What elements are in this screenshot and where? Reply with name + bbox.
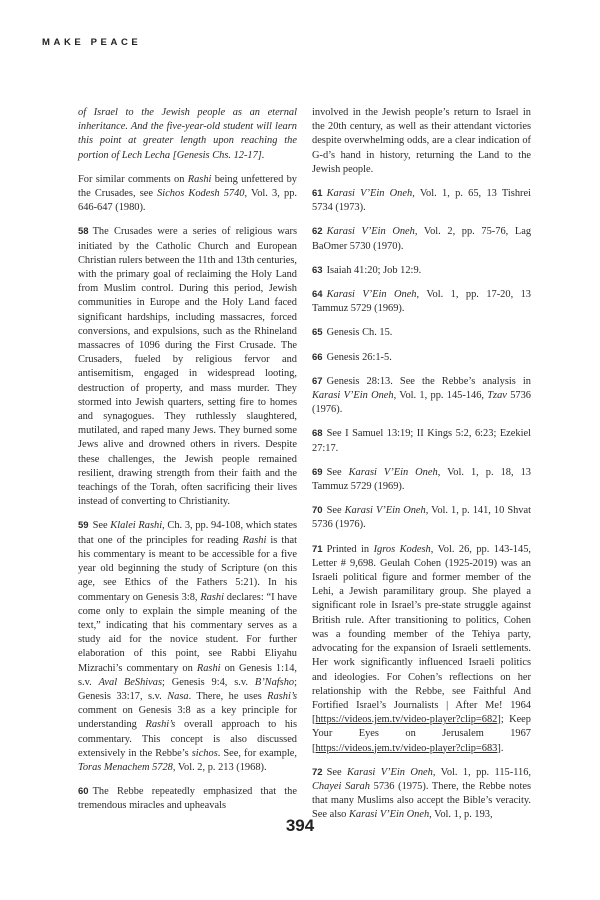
endnote-continuation — [78, 173, 297, 216]
note-text: 5736 (1976). — [312, 390, 531, 416]
italic-citation: sichos — [191, 747, 218, 759]
italic-citation: Rashi — [187, 173, 212, 185]
note-text: involved in the Jewish people’s return to Israel in the 20th century, as well as their attendant victories despite overwhelming odds, are a clear indication of G-d’s hand in history, returning the Land to the Jewish people. — [312, 107, 531, 175]
endnote-number: 58 — [78, 226, 89, 238]
endnote-67 — [312, 375, 531, 418]
endnote-number: 68 — [312, 428, 323, 440]
italic-citation: Klalei Rashi — [110, 520, 163, 532]
note-text: The Rebbe repeatedly emphasized that the tremendous miracles and upheavals — [78, 786, 297, 812]
endnote-number: 60 — [78, 786, 89, 798]
note-text: ; Genesis 9:4, s.v. — [162, 676, 255, 688]
endnote-58 — [78, 225, 297, 509]
italic-citation: Igros Kodesh — [373, 543, 431, 555]
endnote-62 — [312, 225, 531, 253]
note-text: See — [326, 466, 349, 478]
note-text: , Vol. 1, p. 18, 13 Tammuz 5729 (1969). — [312, 466, 531, 493]
italic-citation: Rashi’s — [145, 719, 176, 731]
note-text: , Vol. 3, pp. 646-647 (1980). — [78, 188, 297, 214]
italic-citation: Tzav — [487, 390, 507, 402]
endnote-number: 64 — [312, 289, 323, 301]
note-text: overall approach to his commentary. This concept is also discussed extensively in the Rebbe’s — [78, 719, 297, 759]
note-text: , Vol. 1, p. 65, 13 Tishrei 5734 (1973). — [312, 188, 531, 214]
endnote-continuation — [78, 106, 297, 163]
note-text: comment on Genesis 3:8 as a key principle for understanding — [78, 705, 297, 731]
note-text: on Genesis 1:14, s.v. — [78, 662, 297, 688]
note-text: See — [92, 520, 111, 532]
endnote-59 — [78, 519, 297, 775]
endnote-number: 65 — [312, 327, 323, 339]
note-text: The Crusades were a series of religious wars initiated by the Catholic Church and European Christian rulers between the 11th and 13th centuries, with the primary goal of reclaiming the Holy Land from Muslim control. During this period, Jewish communities in Europe and the Holy Land faced significant hardships, including massacres, forced conversions, and expulsions, such as the Rhineland massacres of 1096 during the First Crusade. The Crusaders, fueled by religious fervor and antisemitism, engaged in widespread looting, destruction of property, and mass murder. They stormed into Jewish quarters, setting fire to homes and synagogues. They ruthlessly slaughtered, mutilated, and raped many Jews. They burned some Jews alive and drowned others in rivers. Despite these challenges, the Jewish people remained resilient, drawing strength from their faith and the teachings of the Torah, often sacrificing their lives instead of converting to Christianity. — [78, 226, 297, 508]
endnote-64 — [312, 288, 531, 316]
endnote-61 — [312, 187, 531, 215]
note-text: declares: “I have come only to explain the simple meaning of the text,” indicating that his commentary serves as a study aid for the novice student. For further elaboration of this point, see Rabbi Eliyahu Mizrachi’s commentary on — [78, 591, 297, 674]
note-text: . See, for example, — [217, 747, 297, 759]
note-text: See — [326, 766, 347, 778]
note-text: , Vol. 2, p. 213 (1968). — [172, 761, 267, 773]
note-text: . There, he uses — [188, 690, 268, 702]
endnote-66 — [312, 351, 531, 365]
endnote-63 — [312, 264, 531, 278]
note-text: , Vol. 1, pp. 115-116, — [432, 766, 531, 778]
note-text: being unfettered by the Crusades, see — [78, 173, 297, 200]
note-text: For similar comments on — [78, 173, 188, 185]
italic-citation: Aval BeShivas — [98, 676, 163, 688]
note-text: See — [326, 505, 345, 517]
note-text: , Ch. 3, pp. 94-108, which states that one of the principles for reading — [78, 520, 297, 546]
italic-citation: Rashi’s — [267, 690, 298, 702]
endnote-60 — [78, 785, 297, 813]
endnote-number: 69 — [312, 466, 323, 478]
note-text: , Vol. 1, pp. 145-146, — [393, 390, 488, 402]
endnote-number: 63 — [312, 264, 323, 276]
running-header: MAKE PEACE — [42, 37, 142, 48]
endnote-number: 66 — [312, 351, 323, 363]
endnote-72 — [312, 766, 531, 823]
italic-citation: Karasi V’Ein Oneh — [348, 466, 438, 478]
note-text: , Vol. 1, pp. 17-20, 13 Tammuz 5729 (1969). — [312, 289, 531, 315]
italic-citation: Karasi V’Ein Oneh — [326, 289, 417, 301]
endnote-number: 72 — [312, 766, 323, 778]
italic-citation: Rashi — [196, 662, 221, 674]
endnote-number: 61 — [312, 188, 323, 200]
right-column — [312, 106, 531, 833]
note-text: Genesis 28:13. See the Rebbe’s analysis in — [326, 375, 531, 387]
endnote-number: 62 — [312, 226, 323, 238]
endnote-69 — [312, 466, 531, 494]
italic-citation: B’Nafsho — [254, 676, 295, 688]
italic-citation: Karasi V’Ein Oneh — [344, 505, 426, 517]
endnote-number: 71 — [312, 543, 323, 555]
endnote-71 — [312, 543, 531, 756]
italic-citation: Rashi — [200, 591, 224, 603]
italic-citation: Karasi V’Ein Oneh — [347, 766, 433, 778]
note-text: is that his commentary is meant to be accessible for a five year old beginning the study of Scripture (on this age, see Ethics of the Fathers 5:21). In his commentary on Genesis 3:8, — [78, 534, 297, 603]
italic-citation: Sichos Kodesh 5740 — [157, 188, 245, 200]
note-text: ]; Keep Your Eyes on Jerusalem 1967 [ — [312, 714, 531, 754]
italic-citation: Toras Menachem 5728 — [78, 761, 173, 773]
note-text: ]. — [497, 742, 504, 754]
italic-citation: Karasi V’Ein Oneh — [348, 809, 430, 821]
italic-citation: Chayei Sarah — [312, 780, 370, 792]
endnote-65 — [312, 326, 531, 340]
note-text: Genesis Ch. 15. — [326, 327, 393, 339]
endnote-number: 67 — [312, 375, 323, 387]
note-text: 5736 (1975). There, the Rebbe notes that many Muslims also accept the Bible’s veracity. See also — [312, 780, 531, 821]
endnote-70 — [312, 504, 531, 532]
italic-citation: Nasa — [167, 690, 189, 702]
note-text: , Vol. 26, pp. 143-145, Letter # 9,698. Geulah Cohen (1925-2019) was an Israeli political figure and former member of the Lehi, a Jewish paramilitary group. She played a significant role in Israel’s pre-state struggle against British rule. After transitioning to politics, Cohen was a founding member of the Tehiya party, advocating for the expansion of Israeli settlements. Her work significantly influenced Israeli politics and ideologies. For Cohen’s reflections on her relationship with the Rebbe, see Faithful And Fortified Israel’s Journalists | After Me! 1964 [ — [312, 543, 531, 726]
note-text: ; Genesis 33:17, s.v. — [78, 676, 297, 702]
italic-citation: Karasi V’Ein Oneh — [326, 188, 413, 200]
note-text: Isaiah 41:20; Job 12:9. — [326, 264, 422, 276]
endnote-number: 70 — [312, 505, 323, 517]
endnote-number: 59 — [78, 520, 89, 532]
left-column — [78, 106, 297, 824]
italic-citation: Rashi — [242, 534, 267, 546]
endnote-continuation — [312, 106, 531, 177]
endnote-68 — [312, 427, 531, 455]
note-text: , Vol. 1, p. 193, — [429, 809, 493, 821]
video-link[interactable]: https://videos.jem.tv/video-player?clip=682 — [315, 714, 498, 726]
note-text: , Vol. 2, pp. 75-76, Lag BaOmer 5730 (1970). — [312, 226, 532, 252]
italic-citation: Karasi V’Ein Oneh — [326, 226, 415, 238]
note-text: See I Samuel 13:19; II Kings 5:2, 6:23; Ezekiel 27:17. — [312, 428, 531, 454]
page-number: 394 — [285, 816, 315, 835]
note-text: Genesis 26:1-5. — [326, 351, 392, 363]
video-link[interactable]: https://videos.jem.tv/video-player?clip=683 — [315, 742, 498, 754]
italic-citation: Karasi V’Ein Oneh — [312, 390, 394, 402]
note-text: Printed in — [326, 543, 374, 555]
italic-citation: of Israel to the Jewish people as an eternal inheritance. And the five-year-old student will learn this point at greater length upon reaching the portion of Lech Lecha [Genesis Chs. 12-17]. — [78, 107, 297, 161]
note-text: , Vol. 1, p. 141, 10 Shvat 5736 (1976). — [312, 505, 532, 531]
